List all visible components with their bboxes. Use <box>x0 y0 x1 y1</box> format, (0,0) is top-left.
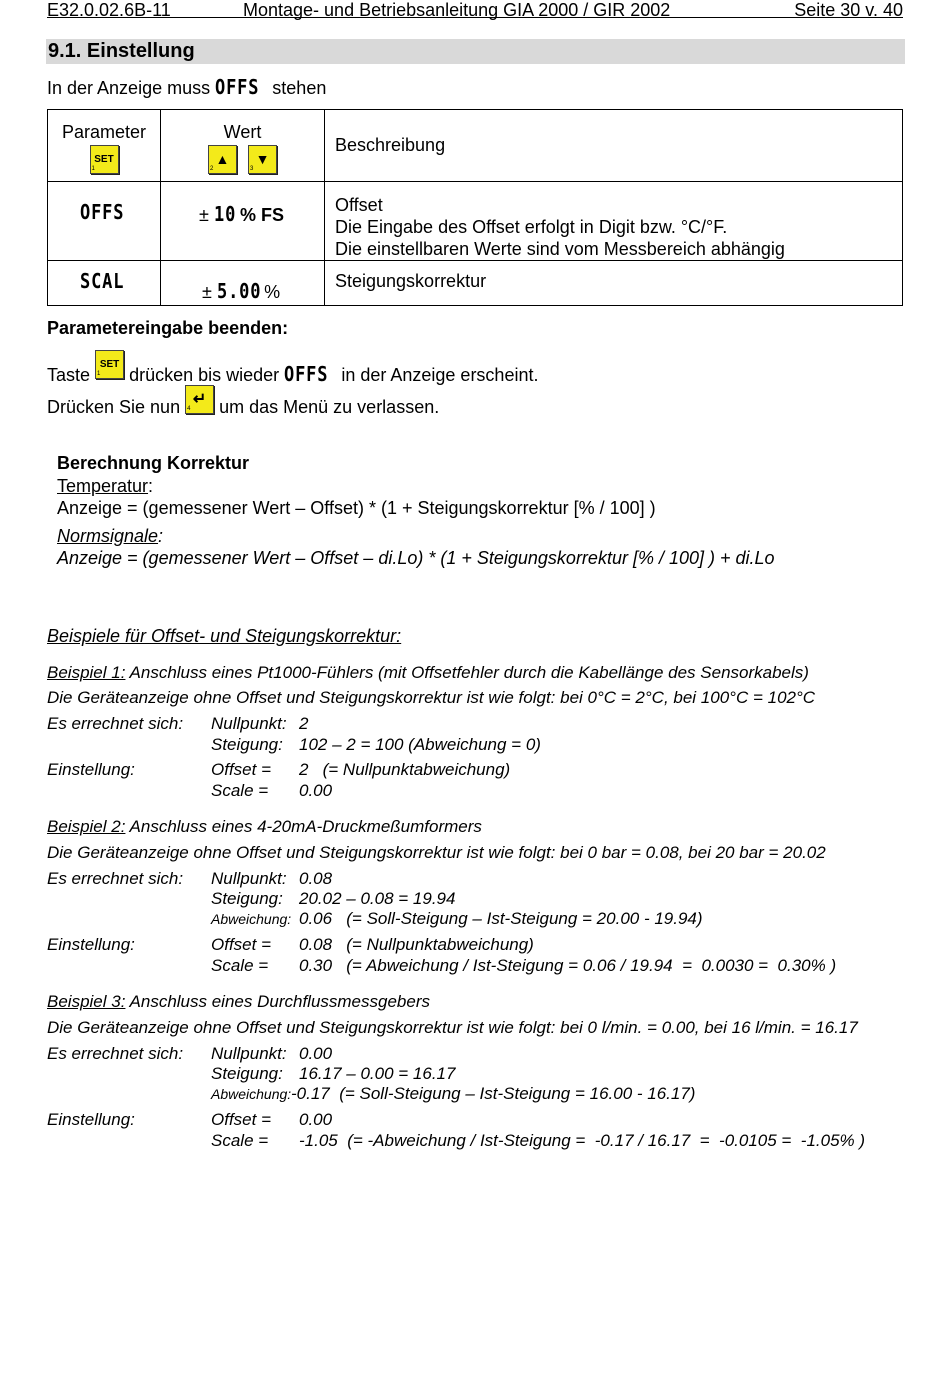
desc-cell: Offset Die Eingabe des Offset erfolgt in Digit bzw. °C/°F. Die einstellbaren Werte sind vom Messbereich abhängig <box>325 182 903 261</box>
col-parameter-label: Parameter <box>61 122 147 142</box>
example-2-set-label: Einstellung: <box>47 935 135 954</box>
col-beschreibung-label: Beschreibung <box>325 110 903 182</box>
example-3-calc-label: Es errechnet sich: <box>47 1044 184 1063</box>
example-2-abweichung-label: Abweichung: <box>211 911 292 927</box>
example-2-nullpunkt: 0.08 <box>299 869 333 888</box>
end-input-line1: Taste SET 1 drücken bis wieder OFFS in der Anzeige erscheint. <box>47 350 538 390</box>
desc-cell: Steigungskorrektur <box>325 261 903 306</box>
example-2-calc-label: Es errechnet sich: <box>47 869 184 888</box>
value-cell: ± 5.00 % <box>161 261 325 306</box>
example-2-scale-label: Scale = <box>211 956 269 975</box>
example-1-scale-label: Scale = <box>211 781 269 800</box>
param-cell: OFFS <box>48 182 161 261</box>
end-input-title: Parametereingabe beenden: <box>47 318 289 338</box>
enter-key-icon: ↵ 4 <box>185 385 214 414</box>
set-key-icon: SET 1 <box>95 350 124 379</box>
calc-norm-formula: Anzeige = (gemessener Wert – Offset – di.Lo) * (1 + Steigungskorrektur [% / 100] ) + di.Lo <box>57 548 775 568</box>
up-key-icon: ▲ 2 <box>208 145 237 174</box>
example-2-abweichung: 0.06 (= Soll-Steigung – Ist-Steigung = 20.00 - 19.94) <box>299 909 703 928</box>
section-title: 9.1. Einstellung <box>46 39 905 64</box>
example-3-scale: -1.05 (= -Abweichung / Ist-Steigung = -0.17 / 16.17 = -0.0105 = -1.05% ) <box>299 1131 866 1150</box>
example-1-calc-label: Es errechnet sich: <box>47 714 184 733</box>
example-3-nullpunkt-label: Nullpunkt: <box>211 1044 287 1063</box>
example-2-heading: Beispiel 2: Anschluss eines 4-20mA-Druckmeßumformers <box>47 817 482 836</box>
example-2-nullpunkt-label: Nullpunkt: <box>211 869 287 888</box>
end-input-line2: Drücken Sie nun ↵ 4 um das Menü zu verlassen. <box>47 385 439 429</box>
doc-title: Montage- und Betriebsanleitung GIA 2000 / GIR 2002 <box>243 0 671 20</box>
example-2-offset-label: Offset = <box>211 935 271 954</box>
example-2-steigung: 20.02 – 0.08 = 19.94 <box>299 889 456 908</box>
down-key-icon: ▼ 3 <box>248 145 277 174</box>
example-3-set-label: Einstellung: <box>47 1110 135 1129</box>
example-3-steigung-label: Steigung: <box>211 1064 283 1083</box>
table-row <box>48 261 903 306</box>
example-3-scale-label: Scale = <box>211 1131 269 1150</box>
example-3-offset-label: Offset = <box>211 1110 271 1129</box>
example-2-steigung-label: Steigung: <box>211 889 283 908</box>
example-1-desc: Die Geräteanzeige ohne Offset und Steigungskorrektur ist wie folgt: bei 0°C = 2°C, bei 100°C = 102°C <box>47 688 816 707</box>
calc-norm-label: Normsignale: <box>57 526 164 546</box>
example-3-abweichung: -0.17 (= Soll-Steigung – Ist-Steigung = 16.00 - 16.17) <box>291 1084 696 1103</box>
header-divider <box>47 17 903 18</box>
example-1-heading: Beispiel 1: Anschluss eines Pt1000-Fühlers (mit Offsetfehler durch die Kabellänge des Sensorkabels) <box>47 663 809 682</box>
value-cell: ± 10 % FS <box>161 182 325 261</box>
example-3-abweichung-label: Abweichung: <box>211 1086 292 1102</box>
doc-code: E32.0.02.6B-11 <box>47 0 171 20</box>
example-1-steigung: 102 – 2 = 100 (Abweichung = 0) <box>299 735 541 754</box>
param-cell: SCAL <box>48 261 161 306</box>
example-1-set-label: Einstellung: <box>47 760 135 779</box>
example-2-offset: 0.08 (= Nullpunktabweichung) <box>299 935 534 954</box>
section-intro <box>47 75 326 99</box>
example-1-nullpunkt: 2 <box>299 714 309 733</box>
example-1-scale: 0.00 <box>299 781 333 800</box>
table-row <box>48 182 903 261</box>
example-1-offset-label: Offset = <box>211 760 271 779</box>
example-3-desc: Die Geräteanzeige ohne Offset und Steigungskorrektur ist wie folgt: bei 0 l/min. = 0.00, bei 16 l/min. = 16.17 <box>47 1018 858 1037</box>
example-3-steigung: 16.17 – 0.00 = 16.17 <box>299 1064 456 1083</box>
example-3-offset: 0.00 <box>299 1110 333 1129</box>
example-2-scale: 0.30 (= Abweichung / Ist-Steigung = 0.06 / 19.94 = 0.0030 = 0.30% ) <box>299 956 837 975</box>
examples-title: Beispiele für Offset- und Steigungskorrektur: <box>47 626 402 646</box>
header-wert <box>161 110 325 182</box>
example-3-nullpunkt: 0.00 <box>299 1044 333 1063</box>
col-wert-label: Wert <box>223 122 262 142</box>
example-1-steigung-label: Steigung: <box>211 735 283 754</box>
intro-text-after: stehen <box>272 78 327 98</box>
parameter-table <box>47 109 903 306</box>
calc-title: Berechnung Korrektur <box>57 453 250 473</box>
set-key-icon: SET 1 <box>90 145 119 174</box>
example-3-heading: Beispiel 3: Anschluss eines Durchflussmessgebers <box>47 992 430 1011</box>
calc-temp-formula: Anzeige = (gemessener Wert – Offset) * (1 + Steigungskorrektur [% / 100] ) <box>57 498 656 518</box>
example-2-desc: Die Geräteanzeige ohne Offset und Steigungskorrektur ist wie folgt: bei 0 bar = 0.08, bei 20 bar = 20.02 <box>47 843 826 862</box>
lcd-offs: OFFS <box>284 362 329 386</box>
example-1-offset: 2 (= Nullpunktabweichung) <box>299 760 511 779</box>
lcd-offs: OFFS <box>215 75 260 99</box>
example-1-nullpunkt-label: Nullpunkt: <box>211 714 287 733</box>
page-number: Seite 30 v. 40 <box>794 0 903 20</box>
header-parameter <box>48 110 161 182</box>
calc-temp-label: Temperatur: <box>57 476 154 496</box>
intro-text-before: In der Anzeige muss <box>47 78 211 98</box>
